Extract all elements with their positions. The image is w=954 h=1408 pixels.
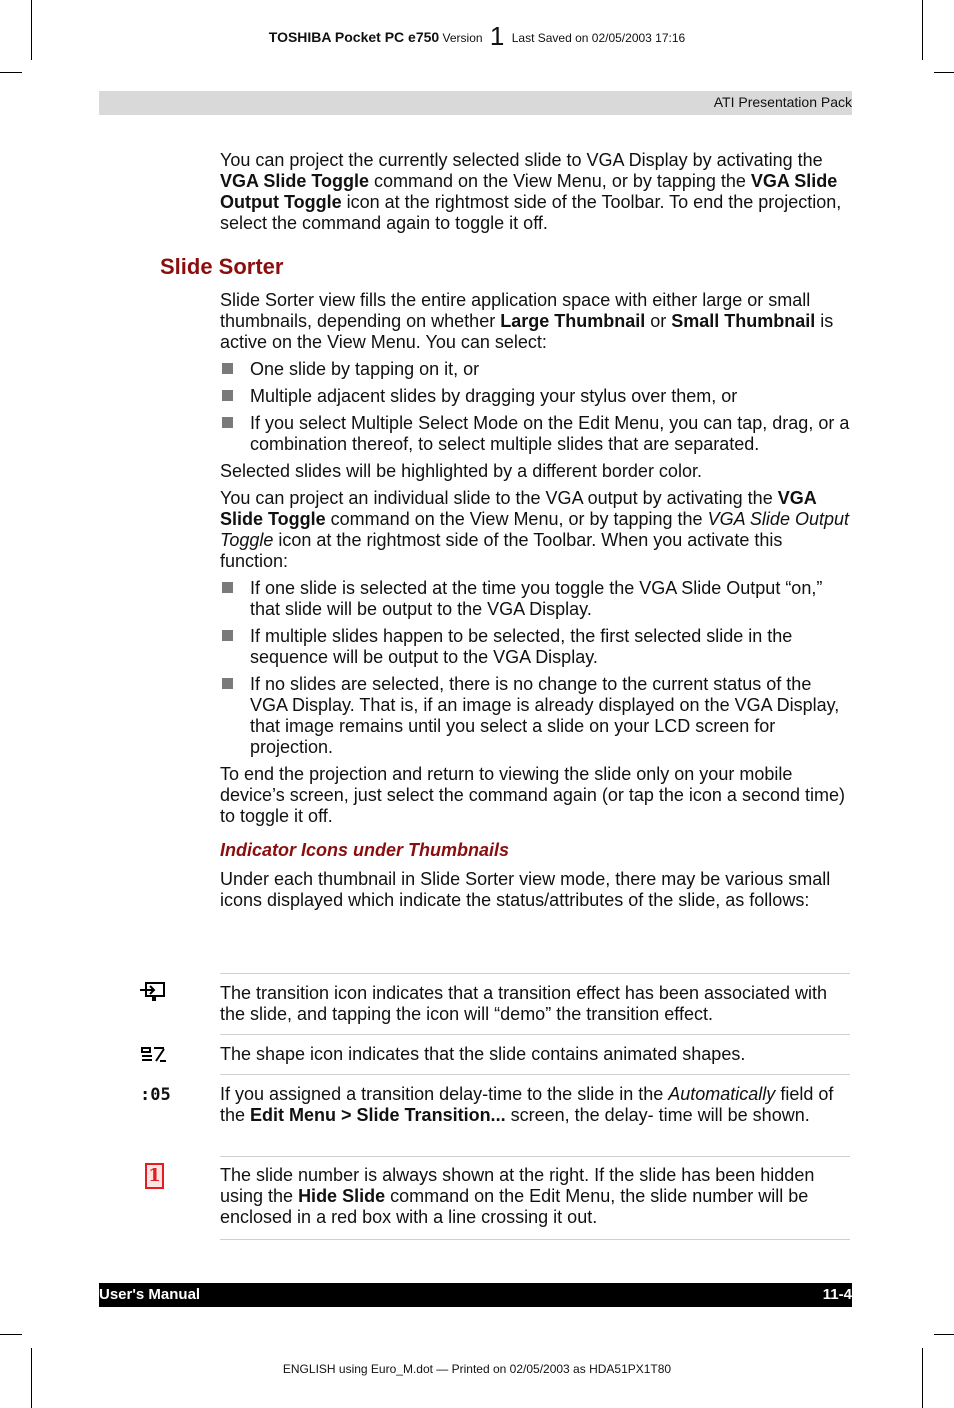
shape-icon xyxy=(140,1045,168,1068)
manual-title: User's Manual xyxy=(99,1286,201,1303)
delay-time-icon: :05 xyxy=(140,1085,171,1105)
text-italic: Automatically xyxy=(668,1084,776,1104)
header-bar xyxy=(99,91,852,115)
end-paragraph: To end the projection and return to viewing the slide only on your mobile device’s screen, just select the command again (or tap the icon a second time) to toggle it off. xyxy=(220,764,845,826)
icon-row-delay xyxy=(220,1074,850,1157)
sorter-paragraph xyxy=(220,290,850,353)
text: command on the Edit Menu, the slide number will be enclosed in a red box with a line crossing it out. xyxy=(220,1186,809,1227)
text-bold: VGA Slide Toggle xyxy=(220,171,370,191)
text-bold: Small Thumbnail xyxy=(671,311,816,331)
crop-mark xyxy=(934,72,954,73)
icon-description: The shape icon indicates that the slide contains animated shapes. xyxy=(220,1044,746,1064)
document-info-line xyxy=(0,18,954,49)
crop-mark xyxy=(922,1348,923,1408)
text-bold: VGA Slide Toggle xyxy=(220,488,817,529)
text: command on the View Menu, or by tapping the xyxy=(369,171,751,191)
bullet-square-icon xyxy=(222,363,233,374)
crop-mark xyxy=(0,72,22,73)
list-item xyxy=(220,386,850,407)
section-name: ATI Presentation Pack xyxy=(713,94,852,110)
version-label: Version xyxy=(442,31,483,45)
bullet-square-icon xyxy=(222,582,233,593)
icon-row-shape xyxy=(220,1034,850,1075)
text: field of the xyxy=(220,1084,834,1125)
text-bold: Hide Slide xyxy=(298,1186,386,1206)
list-item xyxy=(220,578,850,620)
version-number: 1 xyxy=(489,21,505,51)
text: screen, the delay- time will be shown. xyxy=(505,1105,810,1125)
crop-mark xyxy=(934,1334,954,1335)
footer-bar xyxy=(99,1283,852,1307)
bullet-square-icon xyxy=(222,417,233,428)
list-item-text: If no slides are selected, there is no change to the current status of the VGA Display. That is, if an image is already displayed on the VGA Display, that image remains until you select a slide on your LCD screen for projection. xyxy=(250,674,840,757)
list-item xyxy=(220,413,850,455)
section-heading: Slide Sorter xyxy=(160,254,284,279)
indicator-paragraph: Under each thumbnail in Slide Sorter view mode, there may be various small icons displayed which indicate the status/attributes of the slide, as follows: xyxy=(220,869,831,910)
list-item-text: One slide by tapping on it, or xyxy=(250,359,480,379)
list-item-text: If you select Multiple Select Mode on the Edit Menu, you can tap, drag, or a combination thereof, to select multiple slides that are separated. xyxy=(250,413,850,454)
text-italic: VGA Slide Output Toggle xyxy=(220,509,849,550)
text: You can project an individual slide to the VGA output by activating the xyxy=(220,488,778,508)
icon-row-number xyxy=(220,1156,850,1240)
text-bold: VGA Slide Output Toggle xyxy=(220,171,838,212)
bullet-square-icon xyxy=(222,390,233,401)
subsection-heading: Indicator Icons under Thumbnails xyxy=(220,840,510,860)
icon-description: The transition icon indicates that a transition effect has been associated with the slide, and tapping the icon will “demo” the transition effect. xyxy=(220,983,828,1024)
transition-icon xyxy=(140,982,166,1007)
text: icon at the rightmost side of the Toolbar. To end the projection, select the command again to toggle it off. xyxy=(220,192,842,233)
list-item xyxy=(220,359,850,380)
product-name: TOSHIBA Pocket PC e750 xyxy=(268,29,440,45)
text: If you assigned a transition delay-time to the slide in the xyxy=(220,1084,669,1104)
list-item xyxy=(220,674,850,758)
bullet-square-icon xyxy=(222,630,233,641)
text: Slide Sorter view fills the entire application space with either large or small thumbnails, depending on whether xyxy=(220,290,811,331)
text: is active on the View Menu. You can select: xyxy=(220,311,834,352)
icon-row-transition xyxy=(220,973,850,1034)
intro-paragraph xyxy=(220,150,850,234)
list-item-text: If one slide is selected at the time you toggle the VGA Slide Output “on,” that slide will be output to the VGA Display. xyxy=(250,578,823,619)
bullet-square-icon xyxy=(222,678,233,689)
project-paragraph xyxy=(220,488,850,572)
page-number: 11-4 xyxy=(822,1286,852,1303)
highlight-paragraph: Selected slides will be highlighted by a different border color. xyxy=(220,461,702,481)
slide-sorter-body xyxy=(220,290,850,911)
slide-number-icon: 1 xyxy=(145,1163,164,1189)
text-bold: Edit Menu > Slide Transition... xyxy=(250,1105,506,1125)
crop-mark xyxy=(0,1334,22,1335)
list-item-text: Multiple adjacent slides by dragging your stylus over them, or xyxy=(250,386,738,406)
text: or xyxy=(645,311,672,331)
crop-mark xyxy=(31,1348,32,1408)
saved-date: Last Saved on 02/05/2003 17:16 xyxy=(511,31,686,45)
print-info: ENGLISH using Euro_M.dot — Printed on 02/05/2003 as HDA51PX1T80 xyxy=(282,1362,672,1376)
list-item-text: If multiple slides happen to be selected, the first selected slide in the sequence will be output to the VGA Display. xyxy=(250,626,793,667)
list-item xyxy=(220,626,850,668)
text: icon at the rightmost side of the Toolbar. When you activate this function: xyxy=(220,530,783,571)
text: The slide number is always shown at the right. If the slide has been hidden using the xyxy=(220,1165,815,1206)
text-bold: Large Thumbnail xyxy=(500,311,646,331)
text: You can project the currently selected slide to VGA Display by activating the xyxy=(220,150,823,170)
text: command on the View Menu, or by tapping the xyxy=(325,509,708,529)
